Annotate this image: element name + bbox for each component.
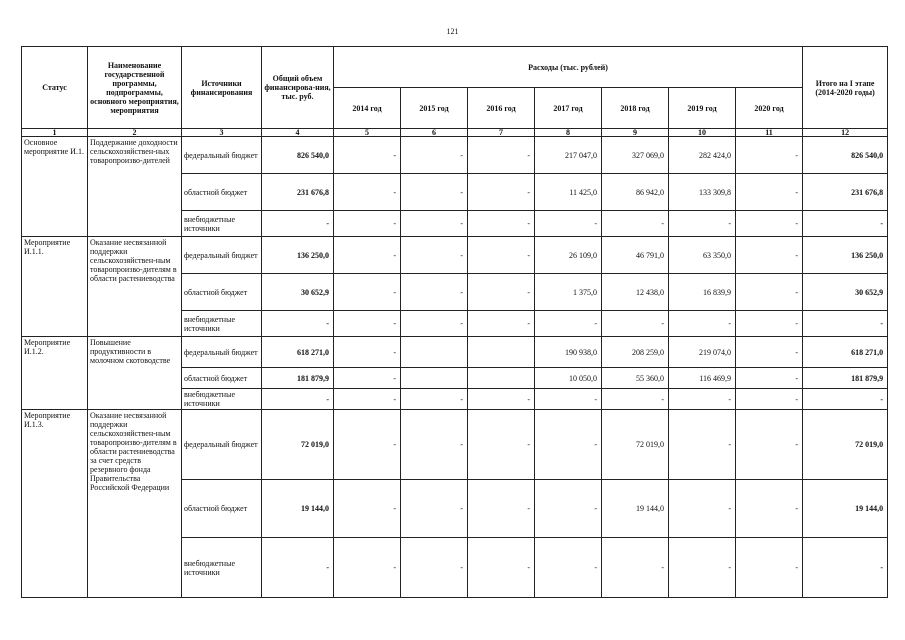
row-status: Мероприятие И.1.1. (22, 237, 88, 337)
header-stage-total: Итого на I этапе (2014-2020 годы) (803, 47, 888, 129)
header-year: 2014 год (334, 88, 401, 129)
column-number: 12 (803, 129, 888, 137)
table-row (22, 237, 888, 274)
row-total: 30 652,9 (262, 274, 334, 311)
row-total: - (262, 211, 334, 237)
row-total: 72 019,0 (262, 410, 334, 480)
column-number: 5 (334, 129, 401, 137)
header-year: 2018 год (602, 88, 669, 129)
row-year-value: 190 938,0 (535, 337, 602, 368)
row-year-value: - (468, 480, 535, 538)
row-year-value: 11 425,0 (535, 174, 602, 211)
row-name: Повышение продуктивности в молочном скотоводстве (88, 337, 182, 410)
row-stage-total: 72 019,0 (803, 410, 888, 480)
row-year-value: - (736, 389, 803, 410)
row-source: областной бюджет (182, 174, 262, 211)
row-year-value: - (334, 480, 401, 538)
row-source: федеральный бюджет (182, 410, 262, 480)
row-year-value: - (736, 480, 803, 538)
row-year-value: - (334, 337, 401, 368)
row-year-value: - (602, 389, 669, 410)
row-year-value: 208 259,0 (602, 337, 669, 368)
row-year-value: - (669, 410, 736, 480)
row-year-value: - (401, 211, 468, 237)
row-total: - (262, 389, 334, 410)
row-year-value: - (736, 137, 803, 174)
header-year: 2019 год (669, 88, 736, 129)
financing-table (21, 46, 888, 598)
row-year-value: - (401, 480, 468, 538)
row-name: Оказание несвязанной поддержки сельскохозяйствен-ным товаропроизво-дителям в области растениеводства за счет средств резервного фонда Правительства Российской Федерации (88, 410, 182, 598)
row-source: областной бюджет (182, 368, 262, 389)
column-number: 11 (736, 129, 803, 137)
row-year-value: - (468, 174, 535, 211)
row-year-value: - (468, 410, 535, 480)
header-name: Наименование государственной программы, подпрограммы, основного мероприятия, мероприятия (88, 47, 182, 129)
row-year-value: - (468, 211, 535, 237)
column-number: 10 (669, 129, 736, 137)
row-source: внебюджетные источники (182, 311, 262, 337)
row-year-value: - (736, 174, 803, 211)
column-number: 9 (602, 129, 669, 137)
row-stage-total: - (803, 311, 888, 337)
header-source: Источники финансирования (182, 47, 262, 129)
column-number: 3 (182, 129, 262, 137)
row-year-value: - (736, 274, 803, 311)
row-year-value: 133 309,8 (669, 174, 736, 211)
row-year-value: - (535, 211, 602, 237)
row-year-value (468, 368, 535, 389)
row-year-value: 26 109,0 (535, 237, 602, 274)
column-number: 8 (535, 129, 602, 137)
row-year-value: - (736, 368, 803, 389)
row-source: областной бюджет (182, 274, 262, 311)
row-total: 231 676,8 (262, 174, 334, 211)
row-status: Мероприятие И.1.2. (22, 337, 88, 410)
row-year-value: 116 469,9 (669, 368, 736, 389)
row-year-value: - (669, 211, 736, 237)
row-stage-total: 136 250,0 (803, 237, 888, 274)
column-number: 1 (22, 129, 88, 137)
row-year-value: - (736, 311, 803, 337)
row-year-value: 72 019,0 (602, 410, 669, 480)
row-name: Оказание несвязанной поддержки сельскохозяйствен-ным товаропроизво-дителям в области растениеводства (88, 237, 182, 337)
row-year-value: - (401, 137, 468, 174)
row-year-value: - (334, 368, 401, 389)
row-year-value: - (334, 137, 401, 174)
row-total: 618 271,0 (262, 337, 334, 368)
row-year-value: - (535, 538, 602, 598)
row-source: областной бюджет (182, 480, 262, 538)
row-year-value: - (401, 274, 468, 311)
row-year-value: - (736, 410, 803, 480)
row-year-value: 46 791,0 (602, 237, 669, 274)
row-year-value: - (334, 311, 401, 337)
row-source: внебюджетные источники (182, 389, 262, 410)
row-year-value: - (468, 274, 535, 311)
row-year-value: - (602, 311, 669, 337)
table-row (22, 337, 888, 368)
row-year-value (401, 337, 468, 368)
row-year-value: - (535, 480, 602, 538)
column-number: 7 (468, 129, 535, 137)
row-year-value: - (602, 538, 669, 598)
row-total: - (262, 538, 334, 598)
row-year-value: 282 424,0 (669, 137, 736, 174)
row-year-value: - (669, 311, 736, 337)
header-year: 2020 год (736, 88, 803, 129)
header-total-volume: Общий объем финансирова-ния, тыс. руб. (262, 47, 334, 129)
header-expenses: Расходы (тыс. рублей) (334, 47, 803, 88)
row-year-value: - (401, 311, 468, 337)
column-number: 6 (401, 129, 468, 137)
row-year-value: 55 360,0 (602, 368, 669, 389)
row-source: внебюджетные источники (182, 538, 262, 598)
row-year-value: - (736, 237, 803, 274)
row-year-value: - (401, 538, 468, 598)
row-year-value: - (736, 211, 803, 237)
row-year-value: - (334, 237, 401, 274)
row-year-value: - (468, 237, 535, 274)
row-total: 19 144,0 (262, 480, 334, 538)
row-year-value: 16 839,9 (669, 274, 736, 311)
row-stage-total: - (803, 538, 888, 598)
row-stage-total: 19 144,0 (803, 480, 888, 538)
row-year-value: - (468, 389, 535, 410)
row-status: Мероприятие И.1.3. (22, 410, 88, 598)
row-year-value: - (468, 311, 535, 337)
row-year-value: - (401, 174, 468, 211)
row-stage-total: - (803, 211, 888, 237)
row-year-value: - (334, 538, 401, 598)
row-stage-total: 826 540,0 (803, 137, 888, 174)
row-year-value: - (669, 538, 736, 598)
header-status: Статус (22, 47, 88, 129)
row-year-value: 217 047,0 (535, 137, 602, 174)
column-number: 2 (88, 129, 182, 137)
row-year-value: - (334, 211, 401, 237)
table-row (22, 137, 888, 174)
row-year-value: 327 069,0 (602, 137, 669, 174)
row-year-value: 12 438,0 (602, 274, 669, 311)
row-year-value: - (468, 137, 535, 174)
row-year-value: 10 050,0 (535, 368, 602, 389)
row-year-value: - (535, 389, 602, 410)
row-year-value: 63 350,0 (669, 237, 736, 274)
table-row (22, 410, 888, 480)
row-stage-total: 30 652,9 (803, 274, 888, 311)
row-stage-total: 181 879,9 (803, 368, 888, 389)
row-year-value: - (736, 538, 803, 598)
row-source: федеральный бюджет (182, 137, 262, 174)
row-year-value: - (602, 211, 669, 237)
row-source: федеральный бюджет (182, 237, 262, 274)
header-year: 2017 год (535, 88, 602, 129)
row-stage-total: 231 676,8 (803, 174, 888, 211)
row-year-value: 19 144,0 (602, 480, 669, 538)
row-stage-total: 618 271,0 (803, 337, 888, 368)
row-year-value: - (401, 237, 468, 274)
row-total: - (262, 311, 334, 337)
row-year-value: - (401, 410, 468, 480)
row-year-value (468, 337, 535, 368)
row-year-value: - (535, 311, 602, 337)
header-year: 2016 год (468, 88, 535, 129)
row-status: Основное мероприятие И.1. (22, 137, 88, 237)
row-year-value: - (468, 538, 535, 598)
row-year-value: 86 942,0 (602, 174, 669, 211)
row-year-value: - (535, 410, 602, 480)
row-year-value: - (334, 389, 401, 410)
row-name: Поддержание доходности сельскохозяйствен-ных товаропроизво-дителей (88, 137, 182, 237)
row-year-value: 219 074,0 (669, 337, 736, 368)
row-year-value: - (401, 389, 468, 410)
row-total: 181 879,9 (262, 368, 334, 389)
header-year: 2015 год (401, 88, 468, 129)
row-source: федеральный бюджет (182, 337, 262, 368)
row-year-value: - (334, 274, 401, 311)
row-year-value: - (669, 480, 736, 538)
row-source: внебюджетные источники (182, 211, 262, 237)
row-total: 826 540,0 (262, 137, 334, 174)
page-number: 121 (446, 27, 459, 36)
column-number: 4 (262, 129, 334, 137)
row-year-value: 1 375,0 (535, 274, 602, 311)
row-year-value: - (334, 174, 401, 211)
row-year-value: - (736, 337, 803, 368)
row-year-value: - (334, 410, 401, 480)
row-stage-total: - (803, 389, 888, 410)
row-year-value (401, 368, 468, 389)
row-year-value: - (669, 389, 736, 410)
row-total: 136 250,0 (262, 237, 334, 274)
